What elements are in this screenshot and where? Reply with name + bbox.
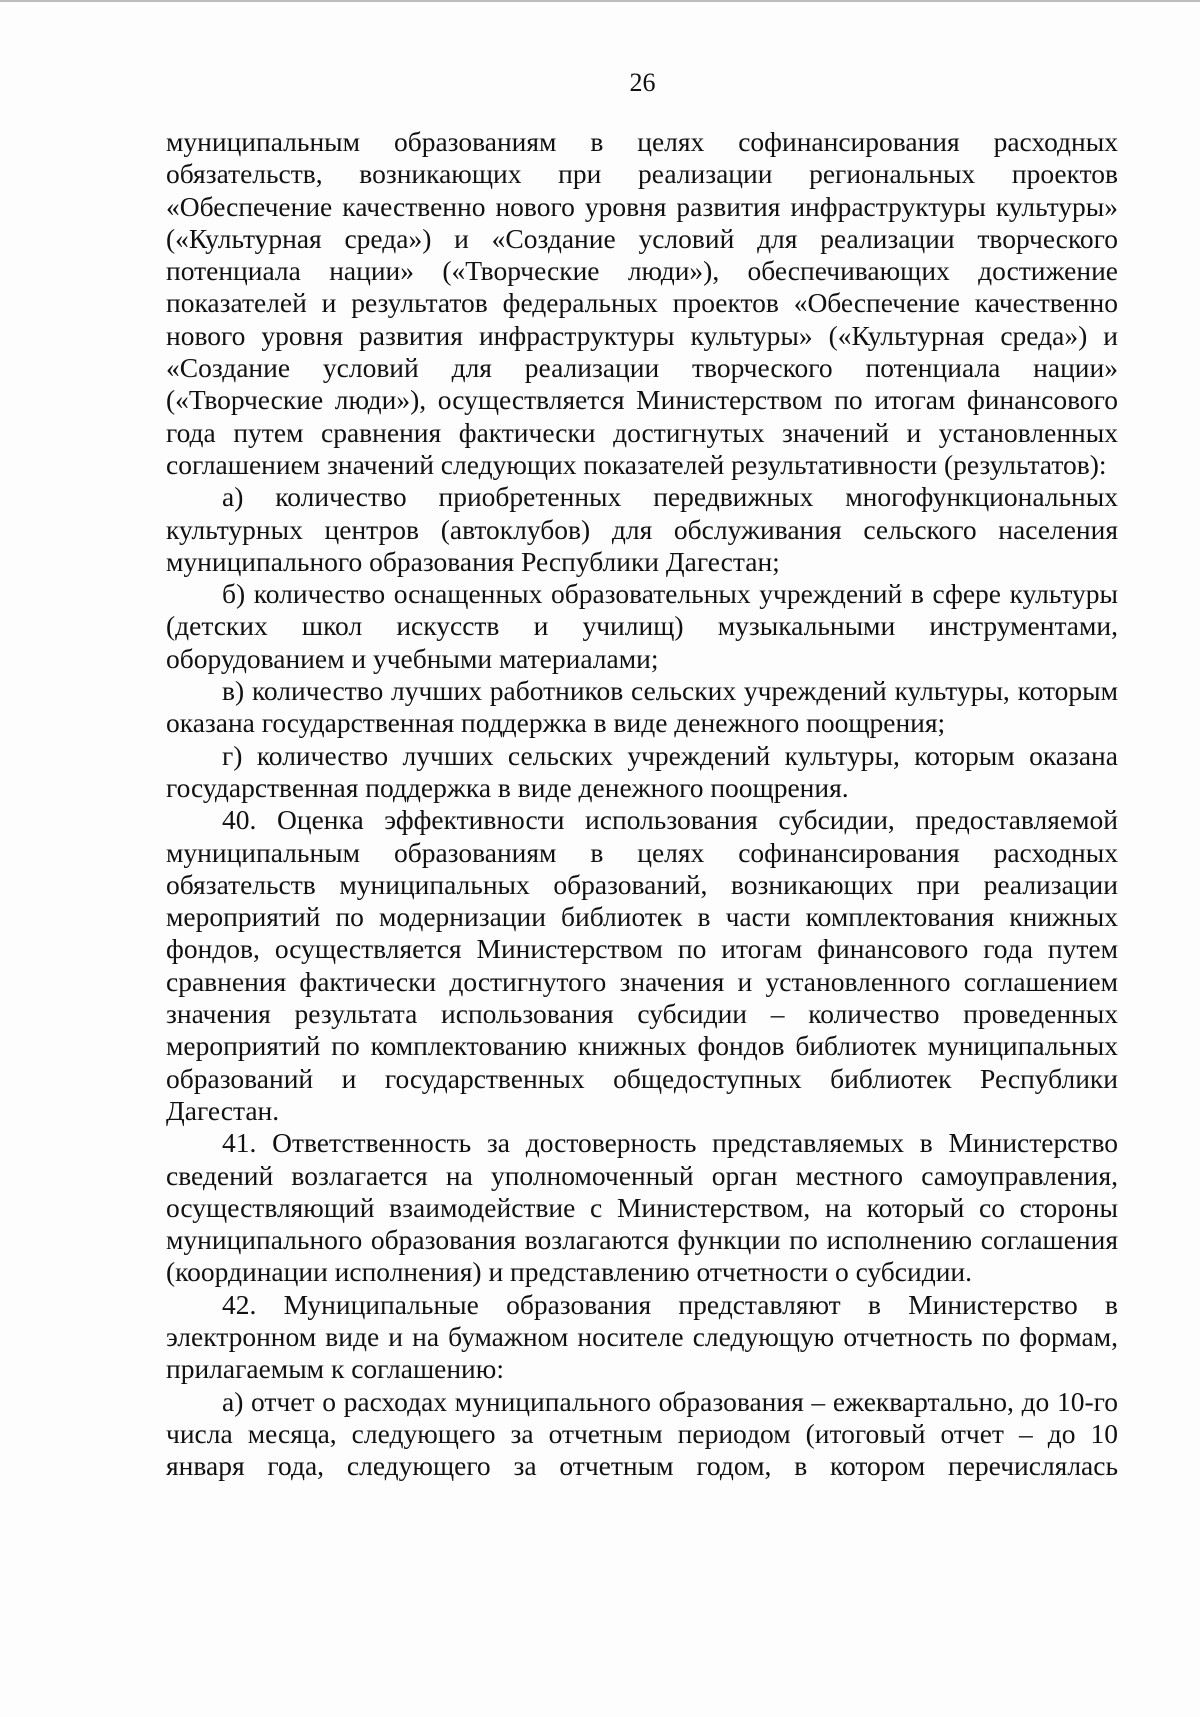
list-item-v: в) количество лучших работников сельских учреждений культуры, которым оказана государственная поддержка в виде денежного поощрения; [166,675,1118,739]
clause-41: 41. Ответственность за достоверность представляемых в Министерство сведений возлагается на уполномоченный орган местного самоуправления, осуществляющий взаимодействие с Министерством, на который со стороны муниципального образования возлагаются функции по исполнению соглашения (координации исполнения) и представлению отчетности о субсидии. [166,1127,1118,1288]
clause-42: 42. Муниципальные образования представляют в Министерство в электронном виде и на бумажном носителе следующую отчетность по формам, прилагаемым к соглашению: [166,1288,1118,1385]
list-item-b: б) количество оснащенных образовательных учреждений в сфере культуры (детских школ искусств и училищ) музыкальными инструментами, оборудованием и учебными материалами; [166,578,1118,674]
paragraph-continuation: муниципальным образованиям в целях софинансирования расходных обязательств, возникающих при реализации региональных проектов «Обеспечение качественно нового уровня развития инфраструктуры культуры» («Культурная среда») и «Создание условий для реализации творческого потенциала нации» («Творческие люди»), обеспечивающих достижение показателей и результатов федеральных проектов «Обеспечение качественно нового уровня развития инфраструктуры культуры» («Культурная среда») и «Создание условий для реализации творческого потенциала нации» («Творческие люди»), осуществляется Министерством по итогам финансового года путем сравнения фактически достигнутых значений и установленных соглашением значений следующих показателей результативности (результатов): [166,126,1118,480]
list-item-a: а) количество приобретенных передвижных многофункциональных культурных центров (автоклубов) для обслуживания сельского населения муниципального образования Республики Дагестан; [166,481,1118,577]
clause-40: 40. Оценка эффективности использования субсидии, предоставляемой муниципальным образованиям в целях софинансирования расходных обязательств муниципальных образований, возникающих при реализации мероприятий по модернизации библиотек в части комплектования книжных фондов, осуществляется Министерством по итогам финансового года путем сравнения фактически достигнутого значения и установленного соглашением значения результата использования субсидии – количество проведенных мероприятий по комплектованию книжных фондов библиотек муниципальных образований и государственных общедоступных библиотек Республики Дагестан. [166,804,1118,1126]
document-body [166,126,1118,1482]
scan-top-edge [0,0,1200,2]
list-item-g: г) количество лучших сельских учреждений культуры, которым оказана государственная поддержка в виде денежного поощрения. [166,739,1118,803]
page-number: 26 [629,68,656,97]
clause-42-item-a: а) отчет о расходах муниципального образования – ежеквартально, до 10-го числа месяца, следующего за отчетным периодом (итоговый отчет – до 10 января года, следующего за отчетным годом, в котором перечислялась [166,1385,1118,1482]
